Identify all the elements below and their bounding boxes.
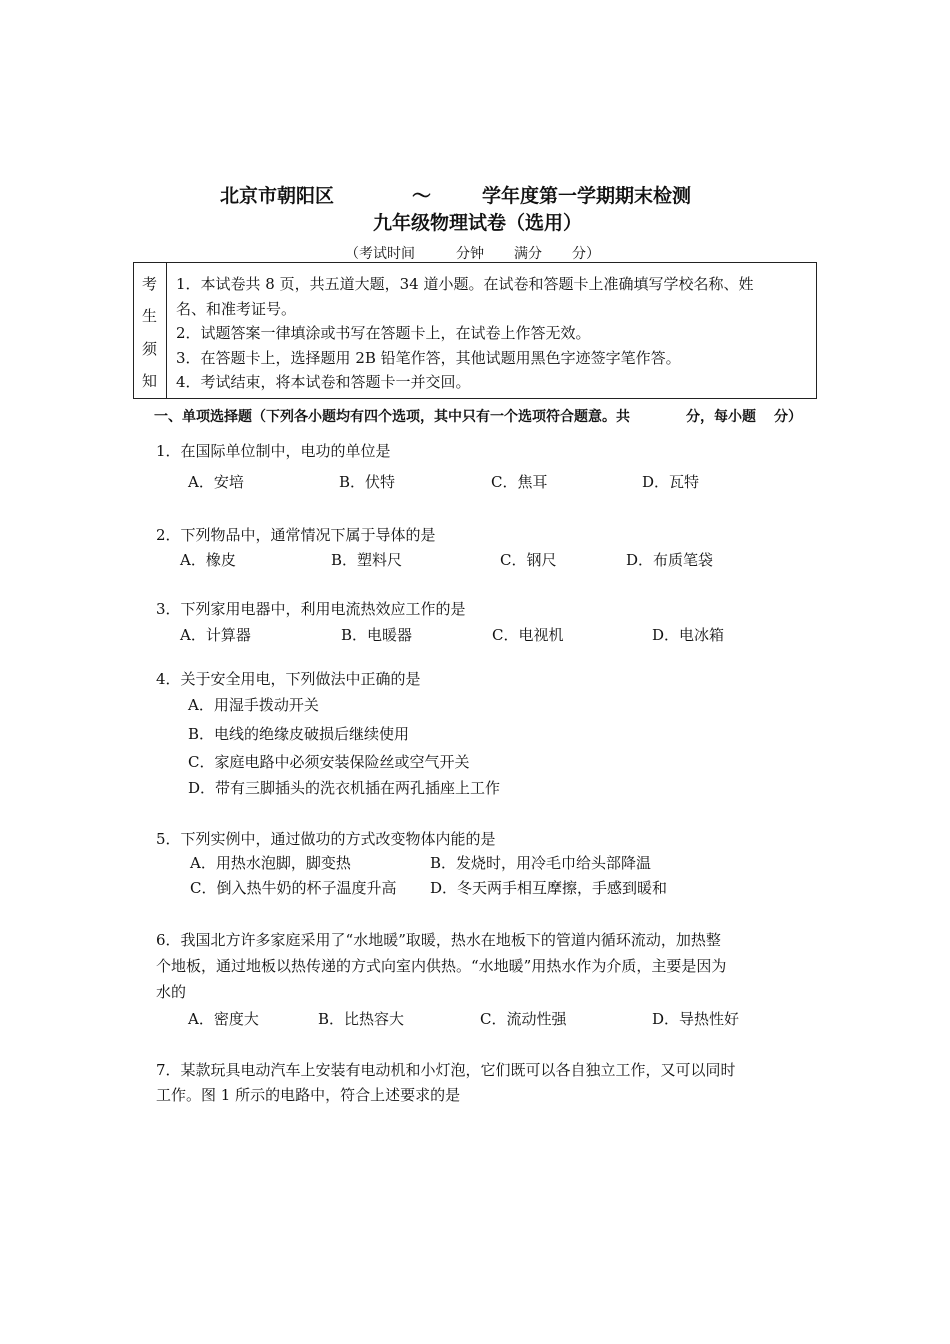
title-line1-left: 北京市朝阳区 xyxy=(220,185,335,207)
option-c: C．钢尺 xyxy=(500,551,557,569)
option-b: B．伏特 xyxy=(339,473,396,491)
title-line1-right: 学年度第一学期期末检测 xyxy=(482,185,692,207)
exam-info-open: （考试时间 xyxy=(345,246,415,262)
notice-item: 名、和准考证号。 xyxy=(176,300,297,318)
question-stem: 工作。图 1 所示的电路中，符合上述要求的是 xyxy=(156,1086,461,1104)
question-stem: 个地板，通过地板以热传递的方式向室内供热。“水地暖”用热水作为介质，主要是因为 xyxy=(156,957,727,975)
question-stem: 2．下列物品中，通常情况下属于导体的是 xyxy=(156,526,436,544)
option-b: B．电线的绝缘皮破损后继续使用 xyxy=(188,725,410,743)
notice-label-char: 考 xyxy=(142,275,158,293)
notice-box xyxy=(133,262,817,399)
exam-info-full-score: 满分 xyxy=(514,246,542,262)
notice-label-column xyxy=(134,263,167,398)
option-a: A．密度大 xyxy=(188,1010,259,1028)
option-d: D．电冰箱 xyxy=(652,626,725,644)
option-a: A．橡皮 xyxy=(180,551,236,569)
question-stem: 3．下列家用电器中，利用电流热效应工作的是 xyxy=(156,600,466,618)
option-d: D．布质笔袋 xyxy=(626,551,714,569)
option-c: C．家庭电路中必须安装保险丝或空气开关 xyxy=(188,753,470,771)
title-line1-tilde: ～ xyxy=(412,185,432,207)
section1-heading-b: 分，每小题 xyxy=(686,409,756,425)
option-a: A．用热水泡脚，脚变热 xyxy=(190,854,351,872)
question-stem: 4．关于安全用电，下列做法中正确的是 xyxy=(156,670,421,688)
notice-label-char: 知 xyxy=(142,372,158,390)
option-b: B．塑料尺 xyxy=(331,551,403,569)
option-a: A．安培 xyxy=(188,473,244,491)
notice-item: 2．试题答案一律填涂或书写在答题卡上，在试卷上作答无效。 xyxy=(176,324,591,342)
notice-label-char: 生 xyxy=(142,307,158,325)
section1-heading-c: 分） xyxy=(774,409,802,425)
exam-info-score-unit: 分） xyxy=(572,246,600,262)
section1-heading-a: 一、单项选择题（下列各小题均有四个选项，其中只有一个选项符合题意。共 xyxy=(154,409,630,425)
option-d: D．瓦特 xyxy=(642,473,700,491)
notice-item: 4．考试结束，将本试卷和答题卡一并交回。 xyxy=(176,373,471,391)
option-a: A．用湿手拨动开关 xyxy=(188,696,319,714)
option-c: C．倒入热牛奶的杯子温度升高 xyxy=(190,879,397,897)
option-d: D．冬天两手相互摩擦，手感到暖和 xyxy=(430,879,668,897)
notice-label-char: 须 xyxy=(142,340,158,358)
notice-item: 3．在答题卡上，选择题用 2B 铅笔作答，其他试题用黑色字迹签字笔作答。 xyxy=(176,349,681,367)
question-stem: 7．某款玩具电动汽车上安装有电动机和小灯泡，它们既可以各自独立工作，又可以同时 xyxy=(156,1061,736,1079)
question-stem: 6．我国北方许多家庭采用了“水地暖”取暖，热水在地板下的管道内循环流动，加热整 xyxy=(156,931,721,949)
question-stem: 水的 xyxy=(156,983,187,1001)
question-stem: 5．下列实例中，通过做功的方式改变物体内能的是 xyxy=(156,830,496,848)
exam-info-minutes-unit: 分钟 xyxy=(456,246,484,262)
option-c: C．焦耳 xyxy=(491,473,548,491)
option-c: C．电视机 xyxy=(492,626,564,644)
option-b: B．电暖器 xyxy=(341,626,413,644)
option-c: C．流动性强 xyxy=(480,1010,567,1028)
option-d: D．导热性好 xyxy=(652,1010,740,1028)
option-b: B．发烧时，用冷毛巾给头部降温 xyxy=(430,854,652,872)
option-a: A．计算器 xyxy=(180,626,251,644)
question-stem: 1．在国际单位制中，电功的单位是 xyxy=(156,442,391,460)
notice-item: 1．本试卷共 8 页，共五道大题，34 道小题。在试卷和答题卡上准确填写学校名称、姓 xyxy=(176,275,754,293)
option-b: B．比热容大 xyxy=(318,1010,405,1028)
option-d: D．带有三脚插头的洗衣机插在两孔插座上工作 xyxy=(188,779,501,797)
title-line2: 九年级物理试卷（选用） xyxy=(373,212,583,234)
